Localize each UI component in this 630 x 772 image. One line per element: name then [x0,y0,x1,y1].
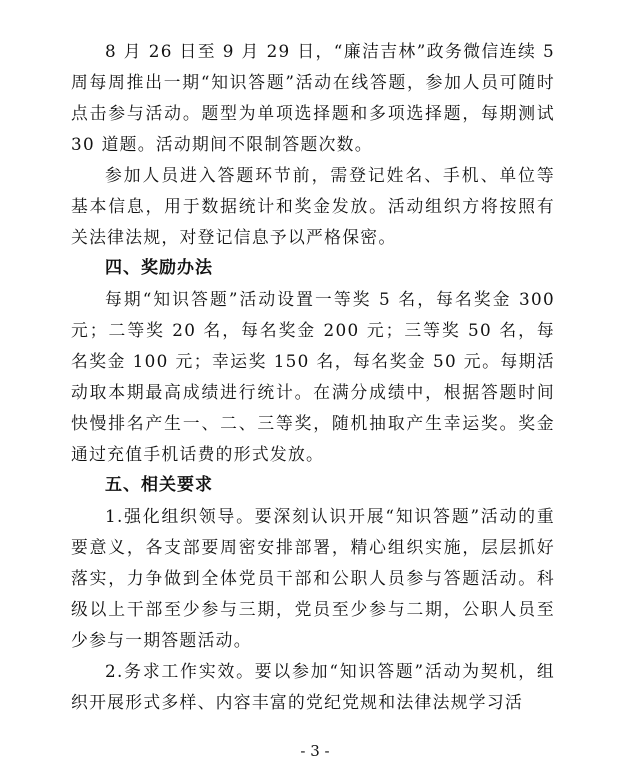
section-heading-requirements: 五、相关要求 [105,475,213,495]
page-number: - 3 - [300,742,330,760]
paragraph-requirement-leadership: 1.强化组织领导。要深刻认识开展“知识答题”活动的重要意义，各支部要周密安排部署，精心组织实施，层层抓好落实，力争做到全体党员干部和公职人员参与答题活动。科级以上干部至少参与三期，党员至少参与二期，公职人员至少参与一期答题活动。 [71,506,555,650]
paragraph-requirement-effectiveness: 2.务求工作实效。要以参加“知识答题”活动为契机，组织开展形式多样、内容丰富的党纪党规和法律法规学习活 [71,661,555,712]
paragraph-reward-details: 每期“知识答题”活动设置一等奖 5 名，每名奖金 300 元；二等奖 20 名，每名奖金 200 元；三等奖 50 名，每名奖金 100 元；幸运奖 150 名，每名奖金 50 元。每期活动取本期最高成绩进行统计。在满分成绩中，根据答题时间快慢排名产生一、二、三等奖，随机抽取产生幸运奖。奖金通过充值手机话费的形式发放。 [71,289,555,464]
section-heading-rewards: 四、奖励办法 [105,258,213,278]
paragraph-activity-schedule: 8 月 26 日至 9 月 29 日，“廉洁吉林”政务微信连续 5 周每周推出一期“知识答题”活动在线答题，参加人员可随时点击参与活动。题型为单项选择题和多项选择题，每期测试 30 道题。活动期间不限制答题次数。 [71,41,555,154]
document-page [71,36,555,718]
paragraph-registration-info: 参加人员进入答题环节前，需登记姓名、手机、单位等基本信息，用于数据统计和奖金发放。活动组织方将按照有关法律法规，对登记信息予以严格保密。 [71,165,555,247]
